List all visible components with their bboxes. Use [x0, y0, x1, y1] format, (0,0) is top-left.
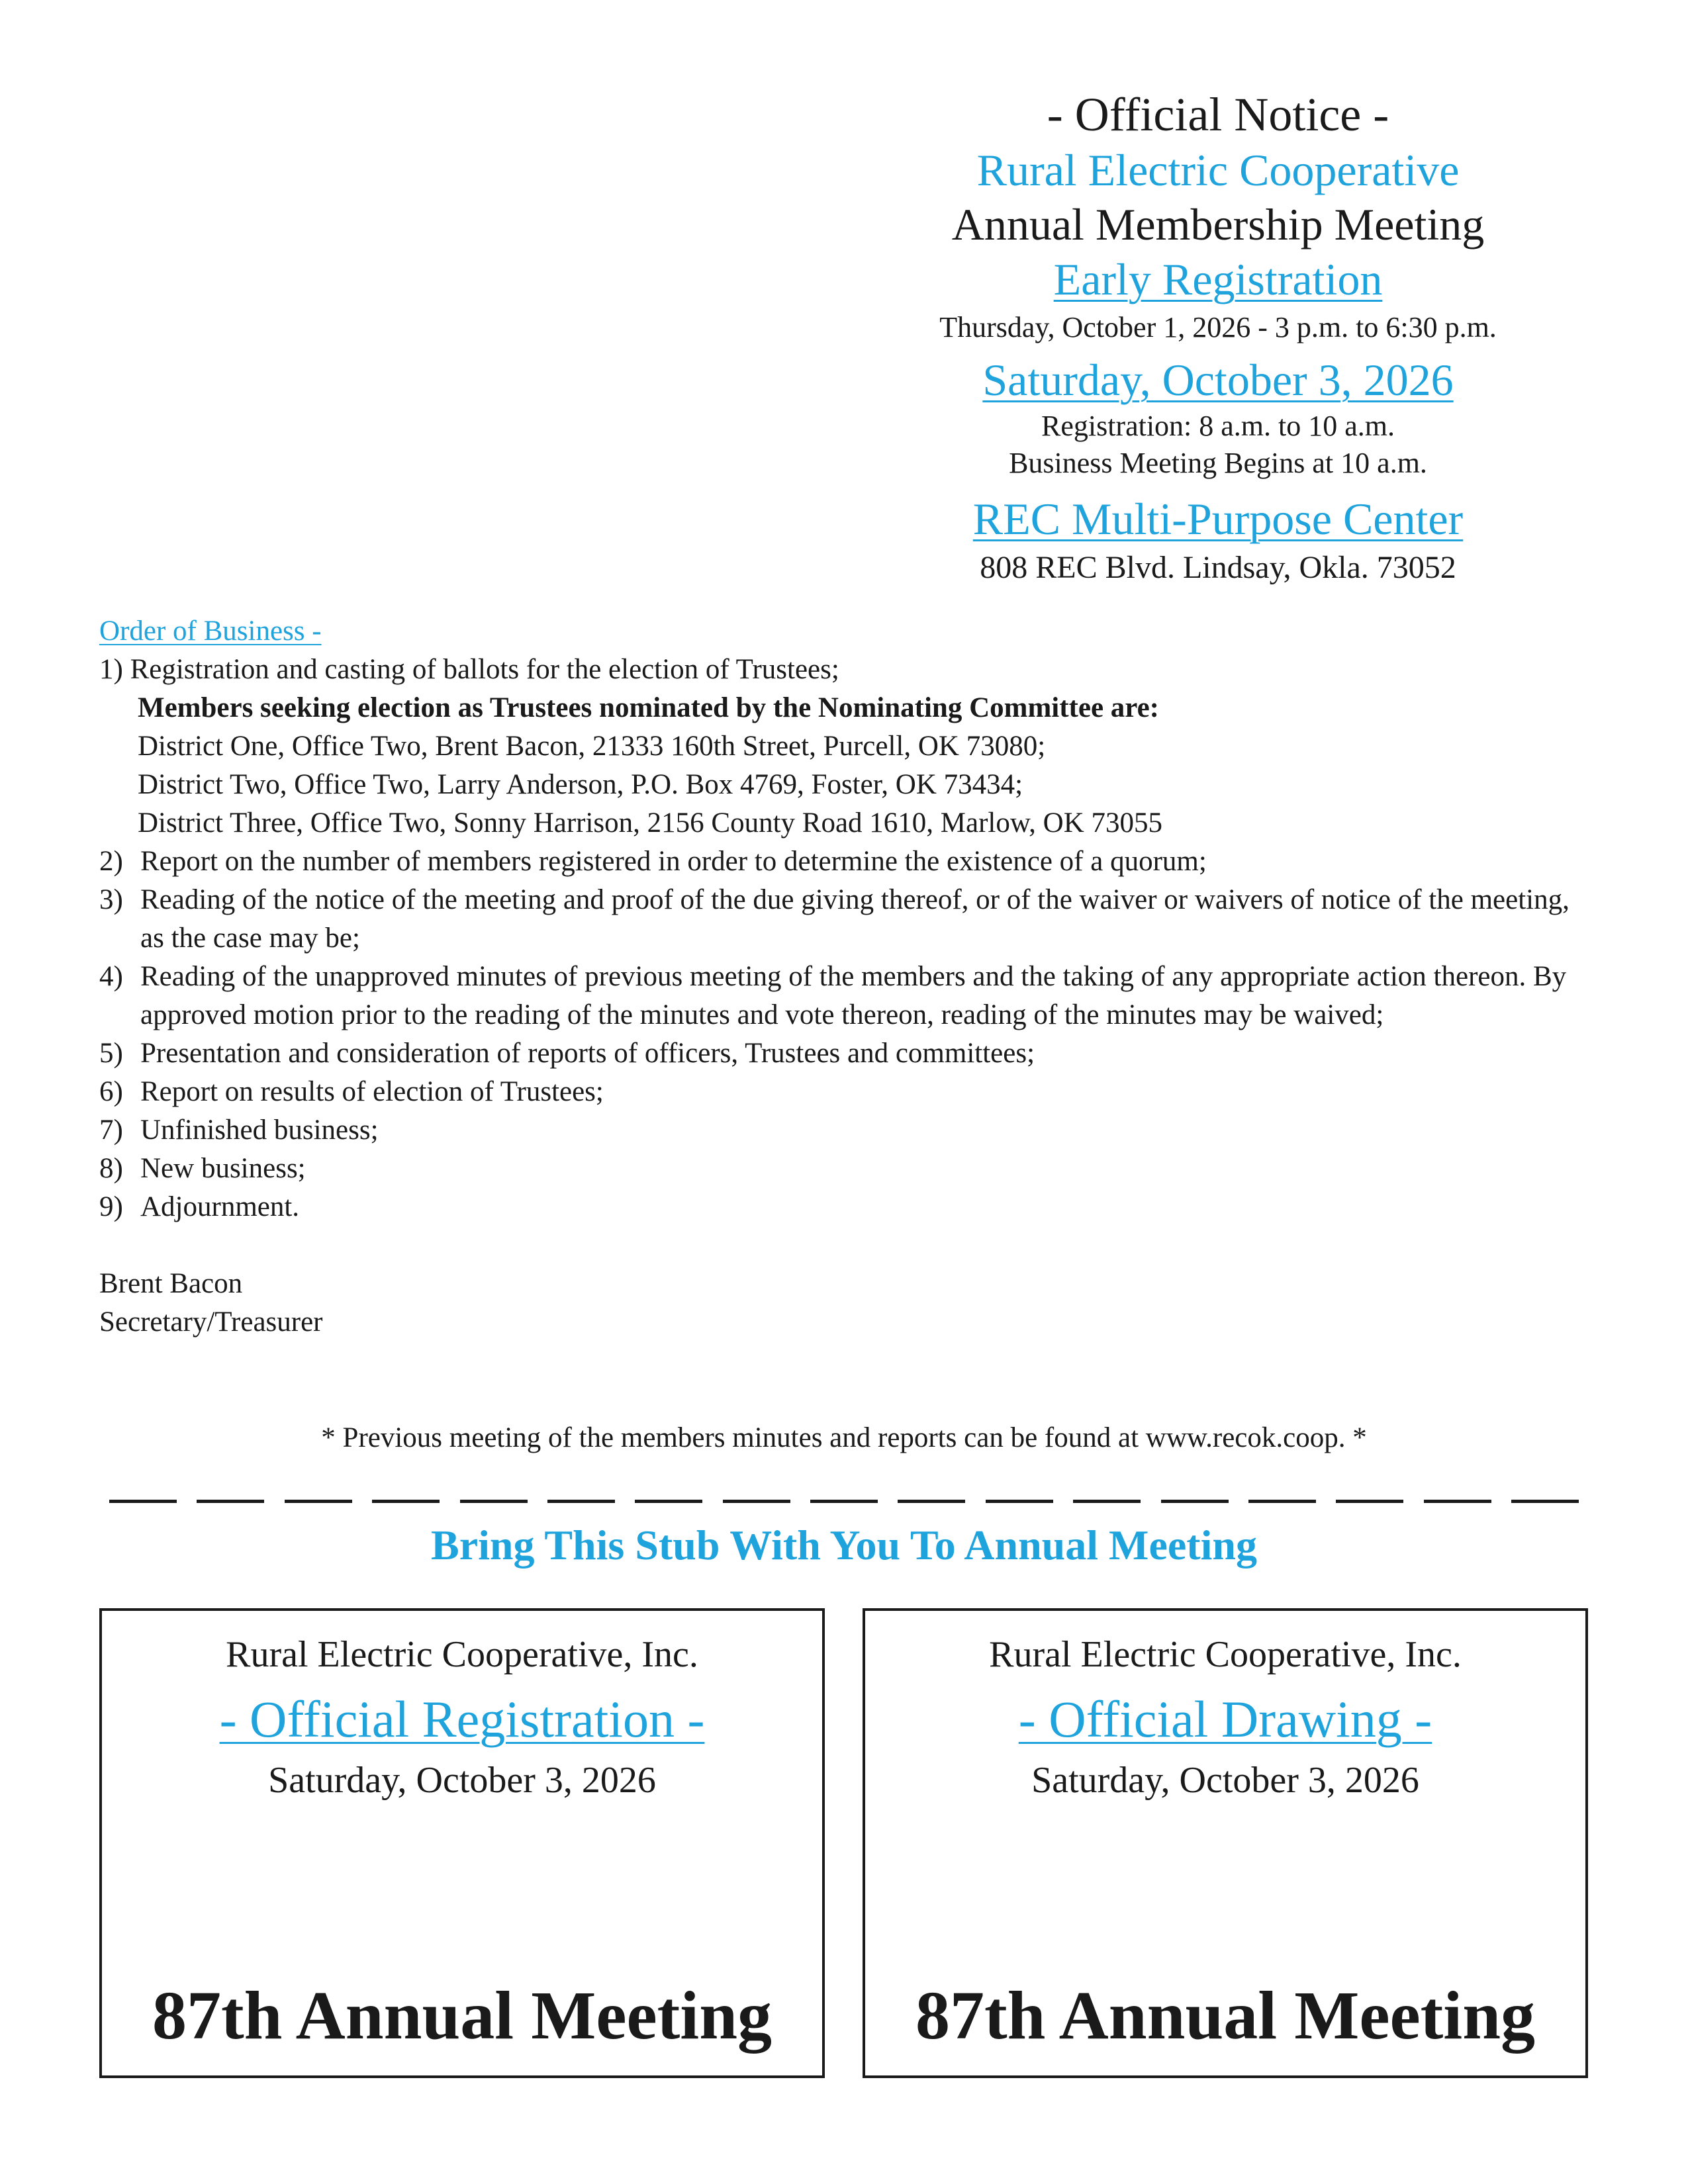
item-text: Unfinished business;: [140, 1115, 379, 1146]
meeting-title: Annual Membership Meeting: [951, 199, 1485, 250]
card-annual-meeting: 87th Annual Meeting: [152, 1978, 773, 2054]
business-item: [99, 1150, 1595, 1188]
venue-address: 808 REC Blvd. Lindsay, Okla. 73052: [980, 550, 1456, 585]
item-number: 5): [99, 1038, 123, 1069]
item-text: New business;: [140, 1153, 306, 1184]
business-item: [99, 842, 1595, 881]
registration-time: Registration: 8 a.m. to 10 a.m.: [1041, 410, 1395, 442]
early-registration-time: Thursday, October 1, 2026 - 3 p.m. to 6:30 p.m.: [939, 311, 1497, 343]
registration-stub-card: [99, 1608, 825, 2078]
item-text: Reading of the unapproved minutes of previous meeting of the members and the taking of any appropriate action thereon. By approved motion prior to the reading of the minutes and vote thereon, reading of the minutes may be waived;: [140, 961, 1567, 1030]
organization-name: Rural Electric Cooperative: [976, 145, 1460, 195]
item-number: 3): [99, 884, 123, 915]
business-item: [99, 1034, 1595, 1073]
nominee-line: District One, Office Two, Brent Bacon, 21333 160th Street, Purcell, OK 73080;: [138, 731, 1046, 762]
item-text: Adjournment.: [140, 1191, 300, 1222]
item-number: 4): [99, 961, 123, 992]
meeting-date: Saturday, October 3, 2026: [982, 355, 1454, 405]
business-item-1: 1) Registration and casting of ballots for the election of Trustees;: [99, 654, 839, 685]
card-date: Saturday, October 3, 2026: [1031, 1760, 1419, 1801]
card-organization: Rural Electric Cooperative, Inc.: [989, 1634, 1462, 1675]
stub-title: Bring This Stub With You To Annual Meeting: [431, 1522, 1257, 1569]
nominee-line: District Three, Office Two, Sonny Harrison, 2156 County Road 1610, Marlow, OK 73055: [138, 807, 1162, 839]
business-item: [99, 1073, 1595, 1111]
early-registration-heading: Early Registration: [1053, 254, 1383, 304]
item-number: 8): [99, 1153, 123, 1184]
official-notice-title: - Official Notice -: [1047, 88, 1389, 141]
order-of-business: [99, 612, 1595, 1342]
venue-name: REC Multi-Purpose Center: [972, 494, 1464, 544]
nominees-heading: Members seeking election as Trustees nominated by the Nominating Committee are:: [138, 692, 1160, 723]
drawing-stub-card: [863, 1608, 1588, 2078]
business-item: [99, 958, 1595, 1034]
card-annual-meeting: 87th Annual Meeting: [915, 1978, 1536, 2054]
item-number: 7): [99, 1115, 123, 1146]
card-date: Saturday, October 3, 2026: [268, 1760, 656, 1801]
card-title: - Official Drawing -: [1018, 1690, 1432, 1748]
business-item: [99, 881, 1595, 958]
signature-title: Secretary/Treasurer: [99, 1306, 323, 1338]
item-number: 6): [99, 1076, 123, 1107]
item-number: 2): [99, 846, 123, 877]
card-title: - Official Registration -: [219, 1690, 705, 1748]
card-organization: Rural Electric Cooperative, Inc.: [226, 1634, 698, 1675]
item-text: Report on the number of members registered in order to determine the existence of a quorum;: [140, 846, 1207, 877]
business-item: [99, 1111, 1595, 1150]
business-meeting-time: Business Meeting Begins at 10 a.m.: [1009, 447, 1427, 479]
minutes-footnote: * Previous meeting of the members minutes and reports can be found at www.recok.coop. *: [321, 1422, 1367, 1453]
business-item: [99, 1188, 1595, 1226]
item-number: 9): [99, 1191, 123, 1222]
cut-line-divider: [109, 1500, 1579, 1504]
item-text: Report on results of election of Trustees;: [140, 1076, 604, 1107]
order-of-business-heading: Order of Business -: [99, 615, 322, 647]
item-text: Reading of the notice of the meeting and proof of the due giving thereof, or of the waiver or waivers of notice of the meeting, as the case may be;: [140, 884, 1570, 954]
notice-header: [861, 86, 1575, 589]
item-text: Presentation and consideration of reports of officers, Trustees and committees;: [140, 1038, 1035, 1069]
nominee-line: District Two, Office Two, Larry Anderson, P.O. Box 4769, Foster, OK 73434;: [138, 769, 1023, 800]
signature-name: Brent Bacon: [99, 1268, 243, 1299]
